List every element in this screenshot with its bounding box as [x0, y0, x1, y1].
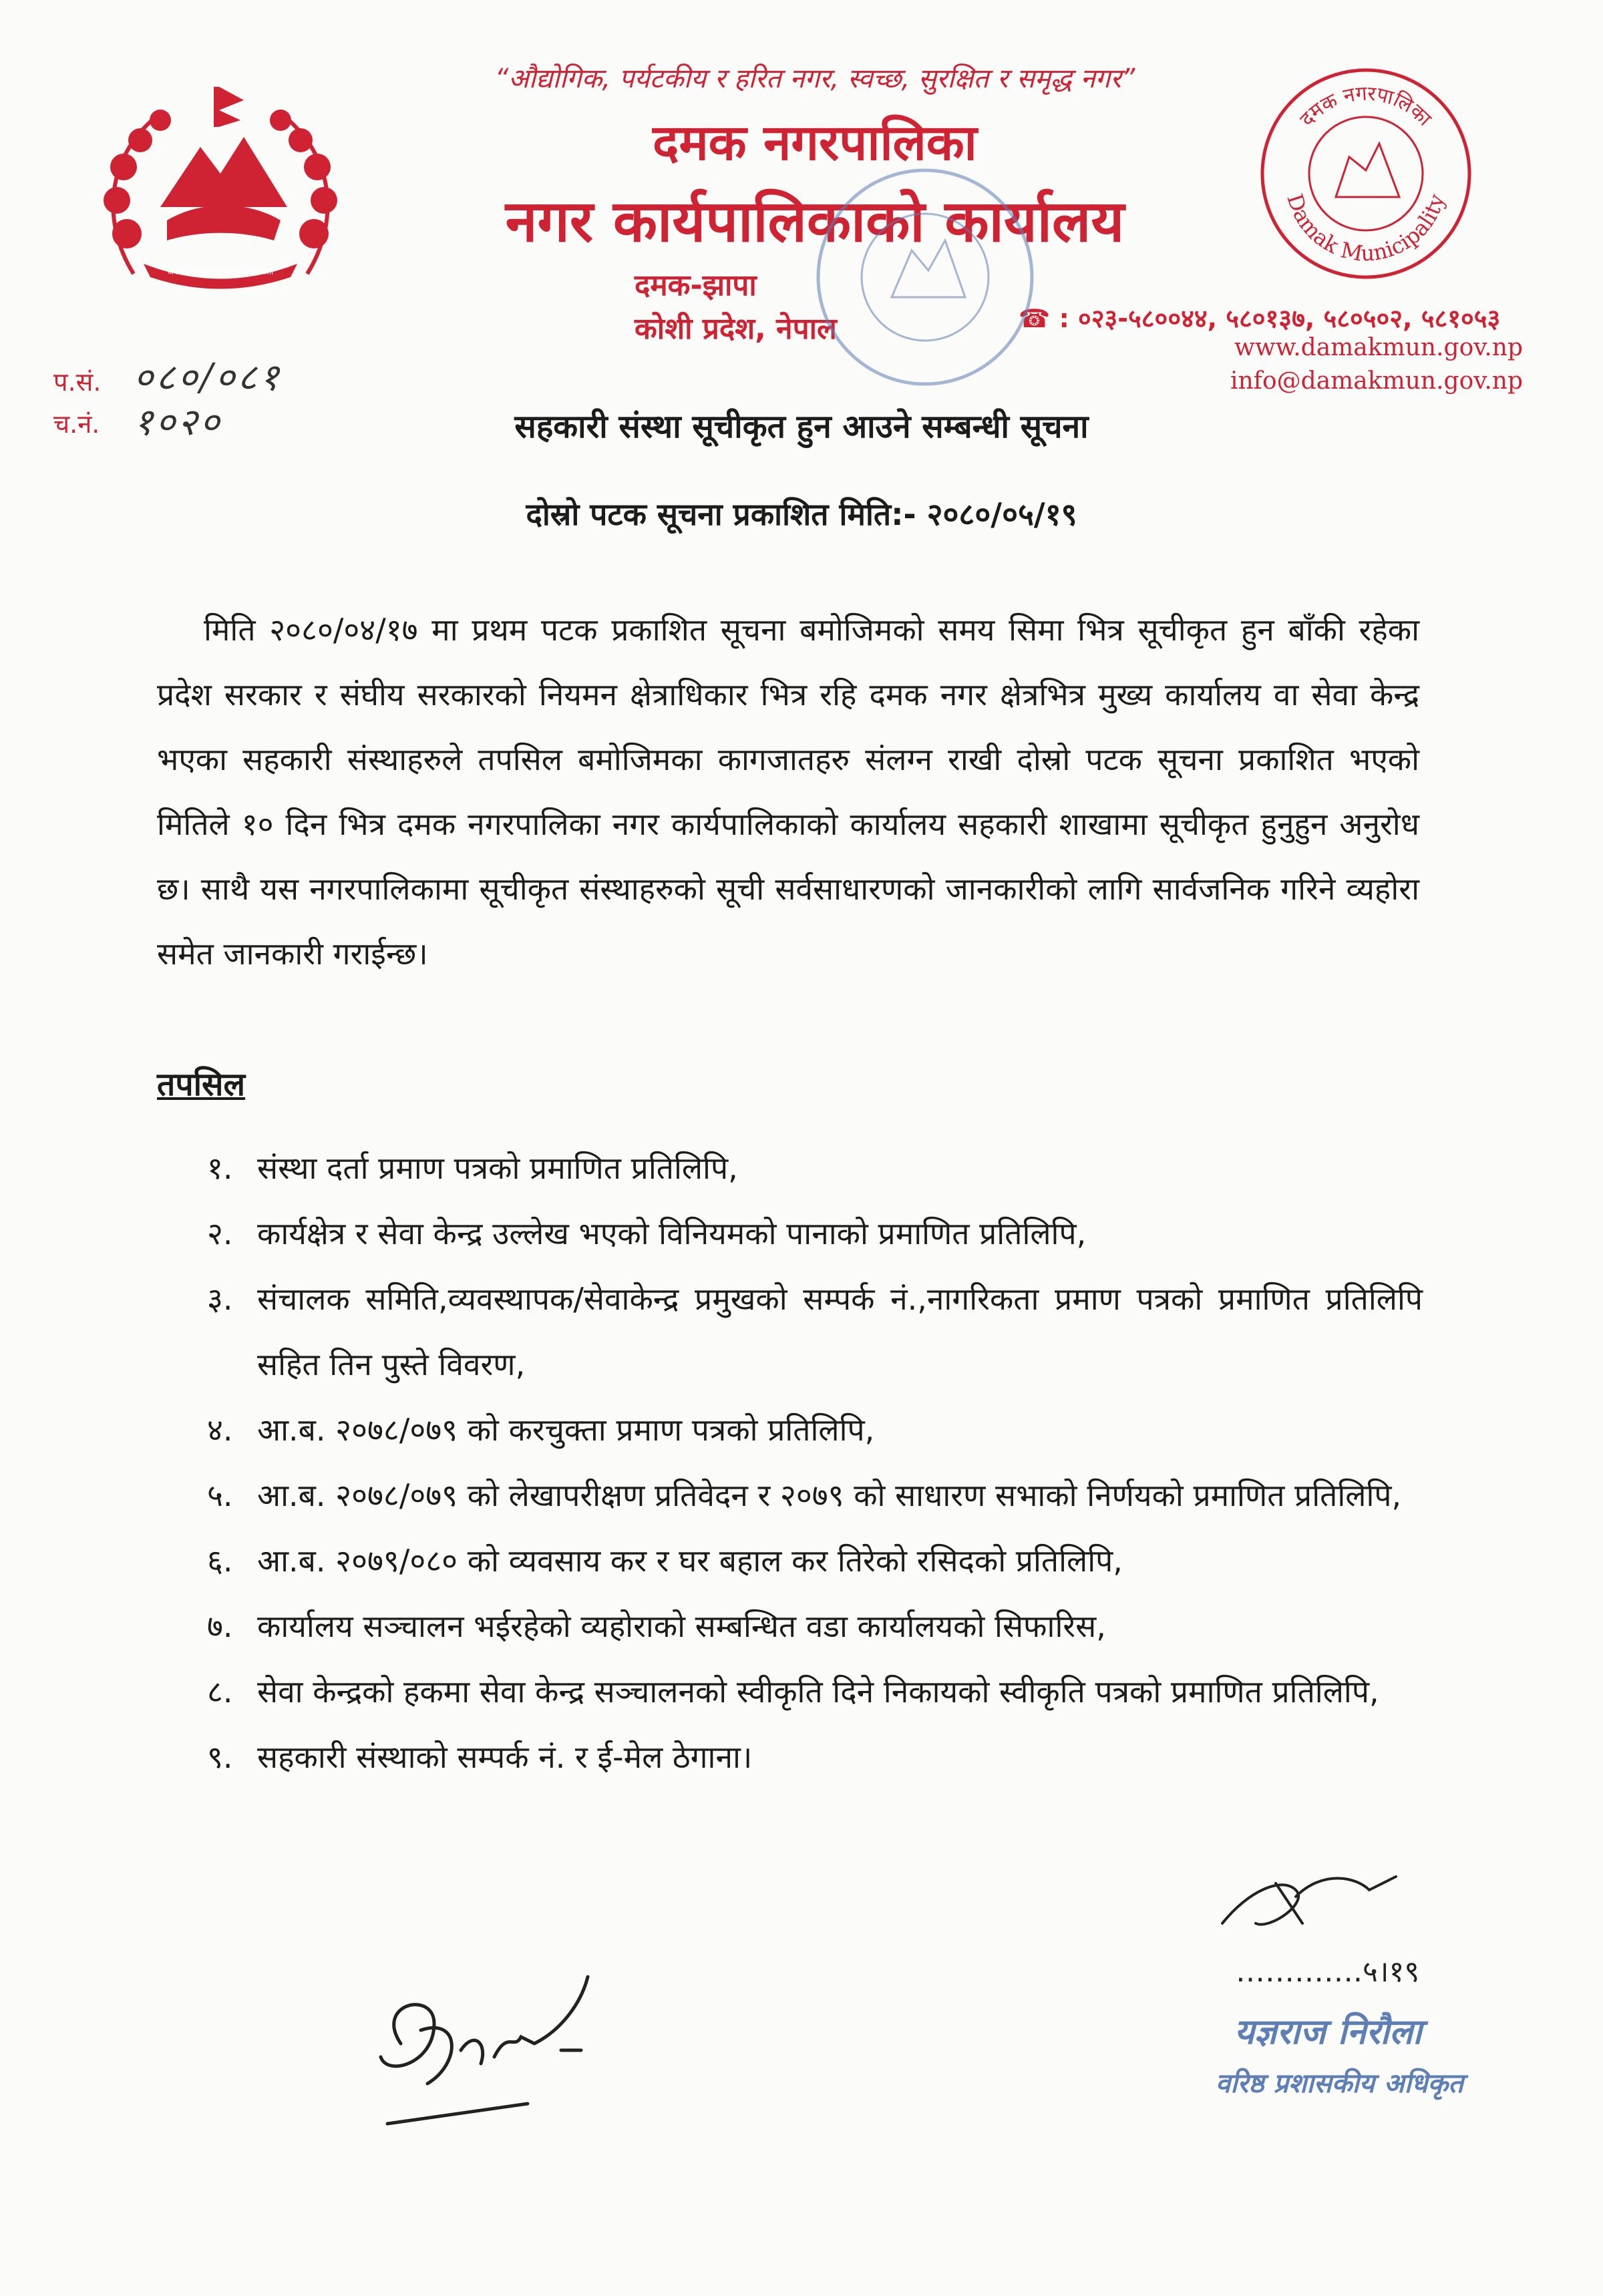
publication-date: दोस्रो पटक सूचना प्रकाशित मिति:- २०८०/०५/१९: [526, 496, 1077, 532]
list-item: ३. संचालक समिति,व्यवस्थापक/सेवाकेन्द्र प्रमुखको सम्पर्क नं.,नागरिकता प्रमाण पत्रको प्रमाणित प्रतिलिपि सहित तिन पुस्ते विवरण,: [207, 1281, 1423, 1382]
website-link[interactable]: www.damakmun.gov.np: [1234, 334, 1523, 361]
tapsil-heading: तपसिल: [157, 1066, 246, 1103]
office-name: नगर कार्यपालिकाको कार्यालय: [505, 188, 1125, 255]
body-paragraph: मिति २०८०/०४/१७ मा प्रथम पटक प्रकाशित सूचना बमोजिमको समय सिमा भित्र सूचीकृत हुन बाँकी रहेका प्रदेश सरकार र संघीय सरकारको नियमन क्षेत्राधिकार भित्र रहि दमक नगर क्षेत्रभित्र मुख्य कार्यालय वा सेवा केन्द्र भएका सहकारी संस्थाहरुले तपसिल बमोजिमका कागजातहरु संलग्न राखी दोस्रो पटक सूचना प्रकाशित भएको मितिले १० दिन भित्र दमक नगरपालिका नगर कार्यपालिकाको कार्यालय सहकारी शाखामा सूचीकृत हुनुहुन अनुरोध छ। साथै यस नगरपालिकामा सूचीकृत संस्थाहरुको सूची सर्वसाधारणको जानकारीको लागि सार्वजनिक गरिने व्यहोरा समेत जानकारी गराईन्छ।: [157, 612, 1419, 972]
location-line-1: दमक-झापा: [635, 268, 757, 303]
email-link[interactable]: info@damakmun.gov.np: [1230, 367, 1523, 395]
list-item: २. कार्यक्षेत्र र सेवा केन्द्र उल्लेख भएको विनियमको पानाको प्रमाणित प्रतिलिपि,: [207, 1215, 1087, 1252]
svg-text:दमक नगरपालिका: [1295, 82, 1436, 132]
right-signature: [1196, 1850, 1416, 1950]
list-item: ८. सेवा केन्द्रको हकमा सेवा केन्द्र सञ्चालनको स्वीकृति दिने निकायको स्वीकृति पत्रको प्रमाणित प्रतिलिपि,: [207, 1674, 1379, 1710]
phone-numbers: ☎ : ०२३-५८००४४, ५८०१३७, ५८०५०२, ५८१०५३: [1019, 304, 1501, 333]
location-line-2: कोशी प्रदेश, नेपाल: [635, 312, 837, 346]
signatory-name: यज्ञराज निरौला: [1234, 2012, 1422, 2052]
municipality-seal: [1256, 63, 1476, 284]
nepal-emblem: [87, 73, 354, 294]
slogan: “औद्योगिक, पर्यटकीय र हरित नगर, स्वच्छ, सुरक्षित र समृद्ध नगर”: [494, 63, 1135, 94]
signature-date: ………….५।१९: [1236, 1955, 1420, 1989]
list-item: ९. सहकारी संस्थाको सम्पर्क नं. र ई-मेल ठेगाना।: [207, 1739, 753, 1775]
cn-label: च.नं.: [53, 409, 100, 439]
emblem-motto: जननी जन्मभूमिश्च स्वर्गादपि गरीयसी: [167, 267, 274, 276]
ps-label: प.सं.: [53, 367, 102, 397]
notice-subject: सहकारी संस्था सूचीकृत हुन आउने सम्बन्धी सूचना: [514, 408, 1089, 445]
left-signature: [361, 1950, 641, 2150]
office-stamp: [812, 164, 1039, 391]
requirements-list: [207, 1135, 1423, 1790]
list-item: ४. आ.ब. २०७८/०७९ को करचुक्ता प्रमाण पत्रको प्रतिलिपि,: [207, 1412, 875, 1448]
list-item: ७. कार्यालय सञ्चालन भईरहेको व्यहोराको सम्बन्धित वडा कार्यालयको सिफारिस,: [207, 1608, 1106, 1644]
list-item: १. संस्था दर्ता प्रमाण पत्रको प्रमाणित प्रतिलिपि,: [207, 1150, 738, 1186]
ps-value: ०८०/०८१: [134, 356, 282, 399]
list-item: ६. आ.ब. २०७९/०८० को व्यवसाय कर र घर बहाल कर तिरेको रसिदको प्रतिलिपि,: [207, 1543, 1123, 1579]
signatory-title: वरिष्ठ प्रशासकीय अधिकृत: [1216, 2068, 1464, 2099]
municipality-name: दमक नगरपालिका: [653, 114, 977, 172]
seal-text-top: दमक नगरपालिका: [1295, 81, 1436, 132]
seal-text-bottom: Damak Municipality: [1282, 190, 1450, 266]
cn-value: १०२०: [134, 401, 222, 444]
svg-text:Damak Municipality: [1282, 191, 1449, 266]
list-item: ५. आ.ब. २०७८/०७९ को लेखापरीक्षण प्रतिवेदन र २०७९ को साधारण सभाको निर्णयको प्रमाणित प्रतिलिपि,: [207, 1477, 1402, 1513]
